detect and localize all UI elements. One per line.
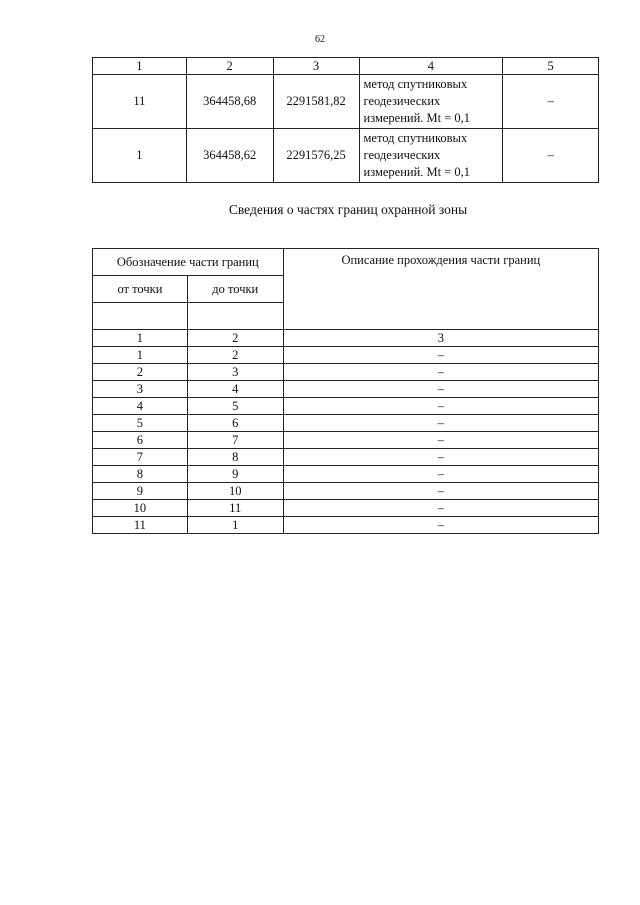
to-point-cell: 7 <box>187 432 283 449</box>
description-cell: – <box>283 517 598 534</box>
point-cell: 1 <box>93 129 187 183</box>
boundary-parts-table <box>92 248 599 534</box>
description-cell: – <box>283 381 598 398</box>
dash-cell: – <box>503 75 599 129</box>
table-row <box>93 398 599 415</box>
description-cell: – <box>283 364 598 381</box>
coords-header-cell: 4 <box>359 58 503 75</box>
table-row <box>93 517 599 534</box>
table-row <box>93 500 599 517</box>
from-point-cell: 1 <box>93 347 188 364</box>
method-line: метод спутниковых <box>363 77 468 91</box>
table-row <box>93 432 599 449</box>
numbering-row <box>93 330 599 347</box>
header-spacer-cell <box>93 303 188 330</box>
numbering-cell: 2 <box>187 330 283 347</box>
from-point-cell: 7 <box>93 449 188 466</box>
page-number: 62 <box>315 34 325 45</box>
method-line: метод спутниковых <box>363 131 468 145</box>
header-spacer-cell <box>187 303 283 330</box>
description-cell: – <box>283 466 598 483</box>
to-point-cell: 11 <box>187 500 283 517</box>
table-row <box>93 466 599 483</box>
dash-cell: – <box>503 129 599 183</box>
x-coordinate-cell: 364458,62 <box>186 129 273 183</box>
coords-header-cell: 2 <box>186 58 273 75</box>
description-cell: – <box>283 415 598 432</box>
y-coordinate-cell: 2291576,25 <box>273 129 359 183</box>
from-point-cell: 2 <box>93 364 188 381</box>
method-cell <box>359 129 503 183</box>
coords-header-cell: 1 <box>93 58 187 75</box>
table-row <box>93 415 599 432</box>
method-line: геодезических <box>363 94 441 108</box>
y-coordinate-cell: 2291581,82 <box>273 75 359 129</box>
header-from-point: от точки <box>93 276 188 303</box>
to-point-cell: 4 <box>187 381 283 398</box>
from-point-cell: 11 <box>93 517 188 534</box>
from-point-cell: 5 <box>93 415 188 432</box>
table-row <box>93 449 599 466</box>
table-row <box>93 483 599 500</box>
table-row <box>93 381 599 398</box>
table-row <box>93 364 599 381</box>
coords-header-row <box>93 58 599 75</box>
numbering-cell: 3 <box>283 330 598 347</box>
method-line: измерений. Mt = 0,1 <box>363 165 471 179</box>
description-cell: – <box>283 483 598 500</box>
to-point-cell: 3 <box>187 364 283 381</box>
method-line: геодезических <box>363 148 441 162</box>
point-cell: 11 <box>93 75 187 129</box>
coords-header-cell: 5 <box>503 58 599 75</box>
from-point-cell: 8 <box>93 466 188 483</box>
description-cell: – <box>283 347 598 364</box>
header-description: Описание прохождения части границ <box>283 249 598 330</box>
method-line: измерений. Mt = 0,1 <box>363 111 471 125</box>
from-point-cell: 3 <box>93 381 188 398</box>
to-point-cell: 6 <box>187 415 283 432</box>
table-row <box>93 347 599 364</box>
parts-rows <box>93 347 599 534</box>
to-point-cell: 5 <box>187 398 283 415</box>
x-coordinate-cell: 364458,68 <box>186 75 273 129</box>
description-cell: – <box>283 432 598 449</box>
parts-header-row <box>93 249 599 276</box>
from-point-cell: 6 <box>93 432 188 449</box>
numbering-cell: 1 <box>93 330 188 347</box>
table-row <box>93 129 599 183</box>
coordinates-table <box>92 57 599 183</box>
from-point-cell: 4 <box>93 398 188 415</box>
to-point-cell: 2 <box>187 347 283 364</box>
from-point-cell: 10 <box>93 500 188 517</box>
description-cell: – <box>283 500 598 517</box>
header-to-point: до точки <box>187 276 283 303</box>
method-cell <box>359 75 503 129</box>
coords-header-cell: 3 <box>273 58 359 75</box>
to-point-cell: 9 <box>187 466 283 483</box>
from-point-cell: 9 <box>93 483 188 500</box>
to-point-cell: 1 <box>187 517 283 534</box>
section-title: Сведения о частях границ охранной зоны <box>228 202 468 217</box>
table-row <box>93 75 599 129</box>
to-point-cell: 10 <box>187 483 283 500</box>
header-part-designation: Обозначение части границ <box>93 249 284 276</box>
description-cell: – <box>283 449 598 466</box>
to-point-cell: 8 <box>187 449 283 466</box>
description-cell: – <box>283 398 598 415</box>
